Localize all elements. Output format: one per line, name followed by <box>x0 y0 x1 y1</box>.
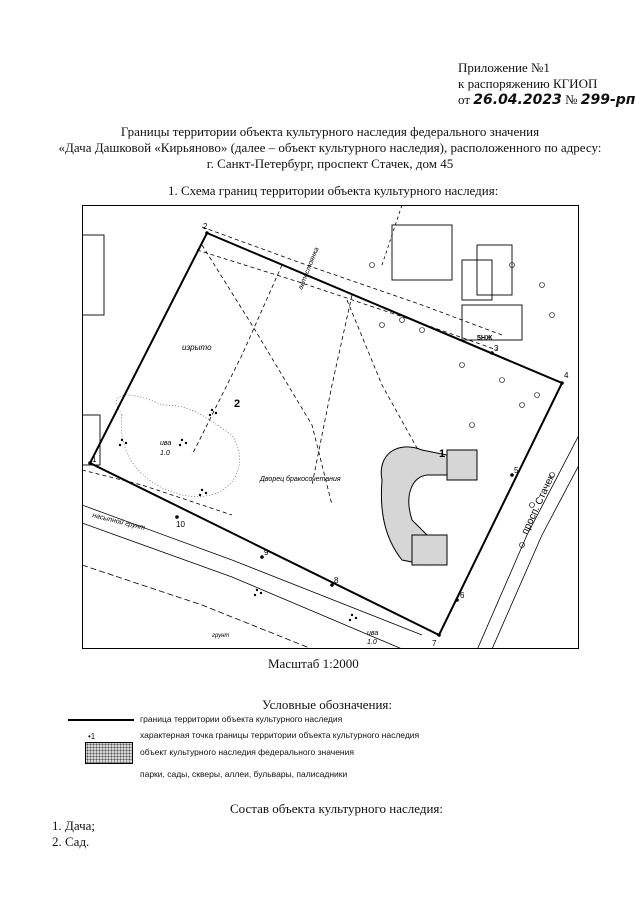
appendix-line1: Приложение №1 <box>458 60 550 75</box>
map-label-nasypnoy: насыпной грунт <box>91 512 146 533</box>
legend-item-parks: парки, сады, скверы, аллеи, бульвары, палисадники <box>140 769 348 779</box>
appendix-line3 <box>458 92 635 108</box>
map-label-iva2-value: 1.0 <box>367 639 377 646</box>
point-label-6: 6 <box>460 591 465 600</box>
legend-heritage-symbol <box>85 742 133 764</box>
map-label-izryto: изрыто <box>182 343 212 352</box>
legend-item-point: характерная точка границы территории объекта культурного наследия <box>140 730 420 740</box>
appendix-date: 26.04.2023 <box>473 92 562 108</box>
legend-item-heritage: объект культурного наследия федерального значения <box>140 747 354 757</box>
appendix-number: 299-рп <box>580 92 636 108</box>
title-line3: г. Санкт-Петербург, проспект Стачек, дом 45 <box>206 156 454 171</box>
map-label-area: 2 <box>234 398 241 410</box>
appendix-block <box>458 60 635 108</box>
legend-title: Условные обозначения: <box>262 697 393 712</box>
point-label-4: 4 <box>564 371 569 380</box>
appendix-line2: к распоряжению КГИОП <box>458 76 598 91</box>
point-label-2: 2 <box>203 222 208 231</box>
point-label-1: 1 <box>92 455 97 464</box>
legend-item-boundary: граница территории объекта культурного наследия <box>140 714 343 724</box>
title-line2: «Дача Дашковой «Кирьяново» (далее – объект культурного наследия), расположенного по адресу: <box>58 140 602 155</box>
composition-item-2: 2. Сад. <box>52 834 90 849</box>
document-title <box>40 124 620 172</box>
map-label-dvorets: Дворец бракосочетания <box>260 476 341 483</box>
point-label-10: 10 <box>176 520 185 529</box>
map-label-iva-value: 1.0 <box>160 450 170 457</box>
composition-title: Состав объекта культурного наследия: <box>230 801 444 816</box>
map-label-5nzh: 5НЖ <box>477 335 493 342</box>
point-label-3: 3 <box>494 344 499 353</box>
point-label-7: 7 <box>432 639 437 648</box>
boundary-map <box>82 205 579 649</box>
section-heading: 1. Схема границ территории объекта культурного наследия: <box>168 183 499 198</box>
map-label-avtostoyanka: автостоянка <box>297 246 321 291</box>
legend-boundary-symbol <box>68 719 134 721</box>
map-label-prospekt: просп. Стачек <box>519 472 558 537</box>
composition-item-1: 1. Дача; <box>52 818 96 833</box>
map-label-iva: ива <box>160 440 172 447</box>
appendix-number-sign: № <box>565 92 578 107</box>
scale-label: Масштаб 1:2000 <box>268 656 359 671</box>
legend-point-symbol: •1 <box>88 732 96 741</box>
map-label-grunt: грунт <box>212 633 230 639</box>
point-label-5: 5 <box>514 466 519 475</box>
title-line1: Границы территории объекта культурного наследия федерального значения <box>120 124 540 139</box>
map-label-building: 1 <box>439 448 446 460</box>
appendix-from: от <box>458 92 471 107</box>
map-label-iva2: ива <box>367 630 379 637</box>
point-label-9: 9 <box>264 548 269 557</box>
point-label-8: 8 <box>334 576 339 585</box>
